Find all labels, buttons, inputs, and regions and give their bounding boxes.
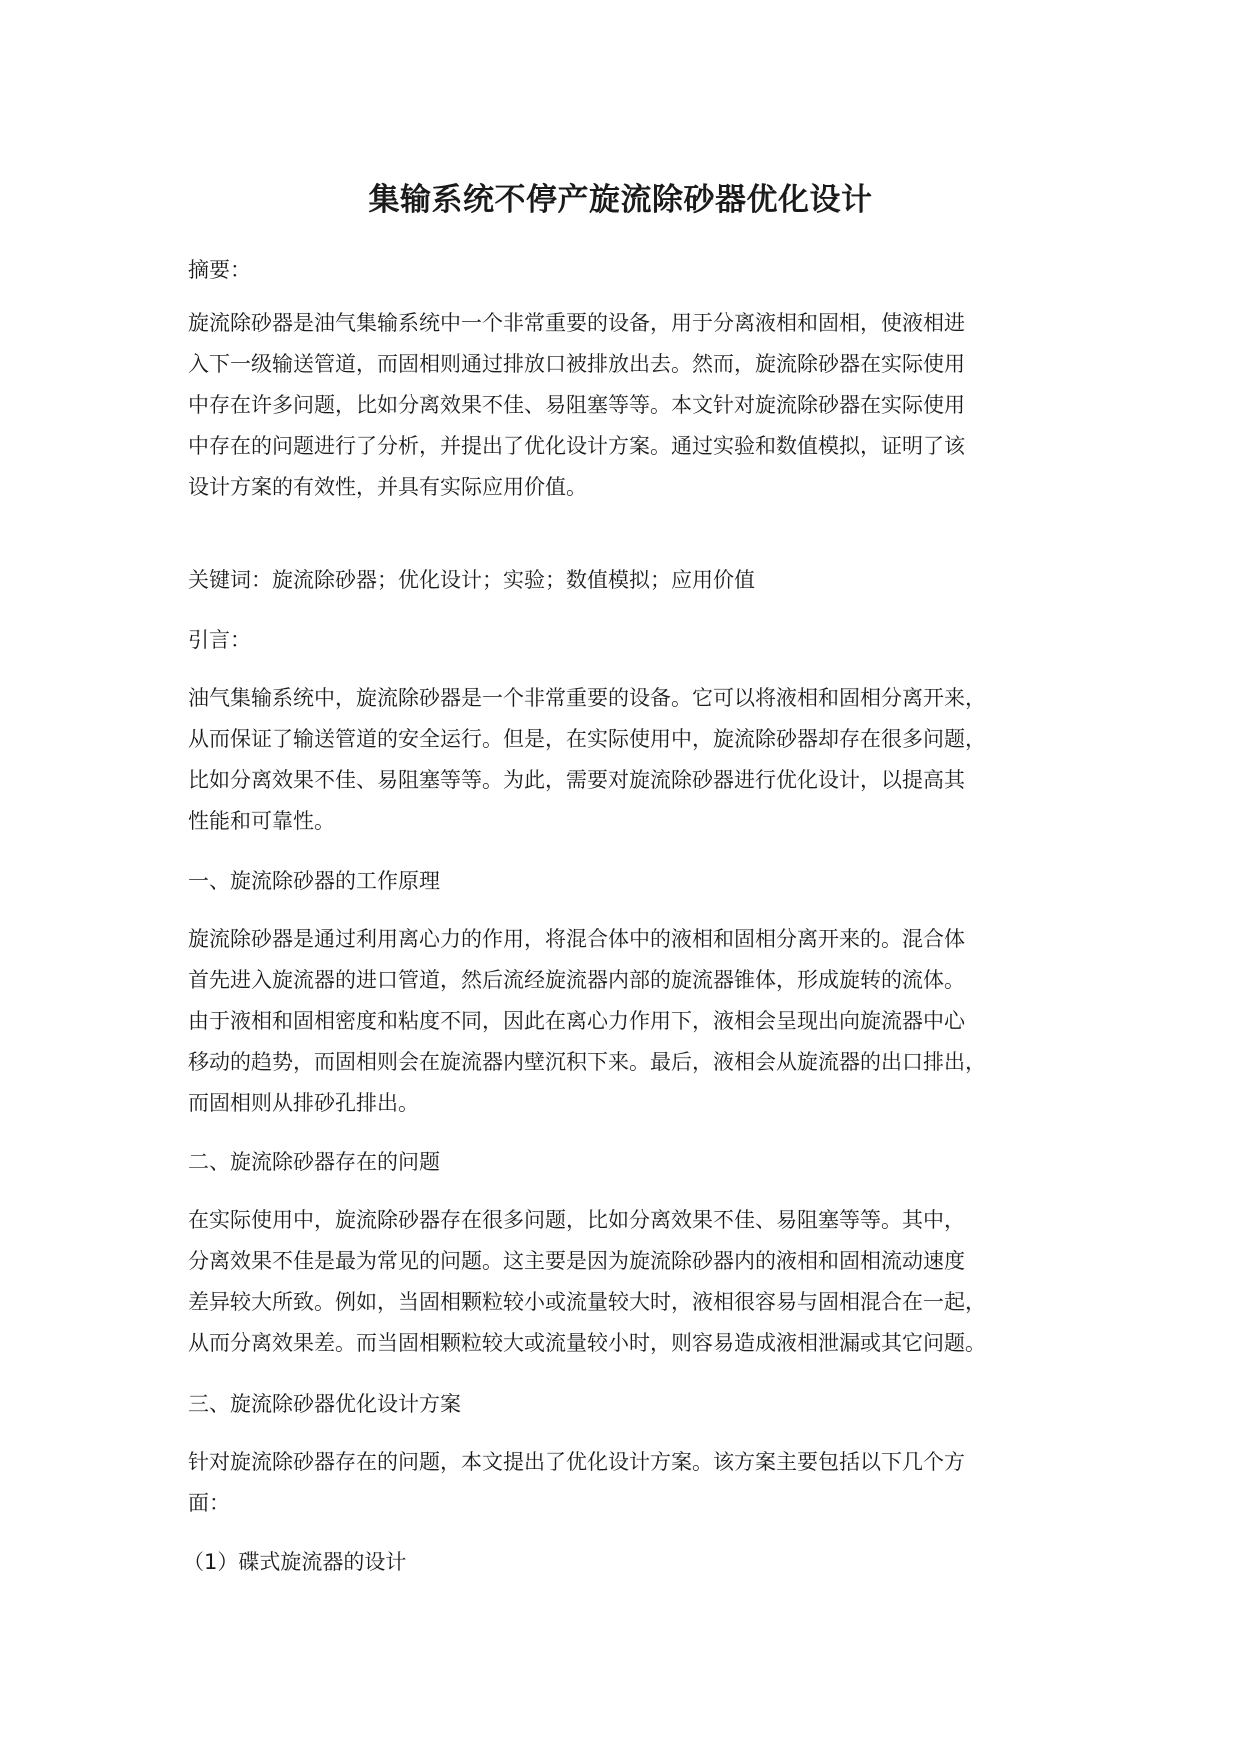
section1-line: 移动的趋势，而固相则会在旋流器内壁沉积下来。最后，液相会从旋流器的出口排出， — [188, 1050, 986, 1074]
intro-paragraph — [188, 678, 1078, 842]
section2-line: 从而分离效果差。而当固相颗粒较大或流量较小时，则容易造成液相泄漏或其它问题。 — [188, 1331, 986, 1355]
intro-line: 从而保证了输送管道的安全运行。但是，在实际使用中，旋流除砂器却存在很多问题， — [188, 727, 986, 751]
section1-line: 旋流除砂器是通过利用离心力的作用，将混合体中的液相和固相分离开来的。混合体 — [188, 927, 965, 951]
section1-line: 首先进入旋流器的进口管道，然后流经旋流器内部的旋流器锥体，形成旋转的流体。 — [188, 968, 965, 992]
section1-line: 而固相则从排砂孔排出。 — [188, 1091, 419, 1115]
section3-heading: 三、旋流除砂器优化设计方案 — [188, 1392, 461, 1416]
section3-paragraph — [188, 1442, 1078, 1524]
section3-line: 面： — [188, 1491, 230, 1515]
abstract-line: 中存在许多问题，比如分离效果不佳、易阻塞等等。本文针对旋流除砂器在实际使用 — [188, 393, 965, 417]
section3-line: 针对旋流除砂器存在的问题，本文提出了优化设计方案。该方案主要包括以下几个方 — [188, 1450, 965, 1474]
section2-line: 差异较大所致。例如，当固相颗粒较小或流量较大时，液相很容易与固相混合在一起， — [188, 1290, 986, 1314]
section2-paragraph — [188, 1200, 1078, 1364]
section1-line: 由于液相和固相密度和粘度不同，因此在离心力作用下，液相会呈现出向旋流器中心 — [188, 1009, 965, 1033]
section1-heading: 一、旋流除砂器的工作原理 — [188, 869, 440, 893]
section2-heading: 二、旋流除砂器存在的问题 — [188, 1150, 440, 1174]
abstract-line: 设计方案的有效性，并具有实际应用价值。 — [188, 475, 587, 499]
abstract-line: 旋流除砂器是油气集输系统中一个非常重要的设备，用于分离液相和固相，使液相进 — [188, 311, 965, 335]
intro-heading: 引言： — [188, 628, 251, 652]
subsection1-heading: （1）碟式旋流器的设计 — [183, 1550, 407, 1574]
abstract-line: 入下一级输送管道，而固相则通过排放口被排放出去。然而，旋流除砂器在实际使用 — [188, 352, 965, 376]
document-title: 集输系统不停产旋流除砂器优化设计 — [368, 182, 873, 218]
section2-line: 分离效果不佳是最为常见的问题。这主要是因为旋流除砂器内的液相和固相流动速度 — [188, 1249, 965, 1273]
abstract-heading: 摘要： — [188, 258, 251, 282]
abstract-paragraph — [188, 303, 1078, 508]
intro-line: 性能和可靠性。 — [188, 809, 335, 833]
section2-line: 在实际使用中，旋流除砂器存在很多问题，比如分离效果不佳、易阻塞等等。其中， — [188, 1208, 965, 1232]
section1-paragraph — [188, 919, 1078, 1124]
keywords: 关键词：旋流除砂器；优化设计；实验；数值模拟；应用价值 — [188, 568, 755, 592]
intro-line: 油气集输系统中，旋流除砂器是一个非常重要的设备。它可以将液相和固相分离开来， — [188, 686, 986, 710]
intro-line: 比如分离效果不佳、易阻塞等等。为此，需要对旋流除砂器进行优化设计，以提高其 — [188, 768, 965, 792]
abstract-line: 中存在的问题进行了分析，并提出了优化设计方案。通过实验和数值模拟，证明了该 — [188, 434, 965, 458]
